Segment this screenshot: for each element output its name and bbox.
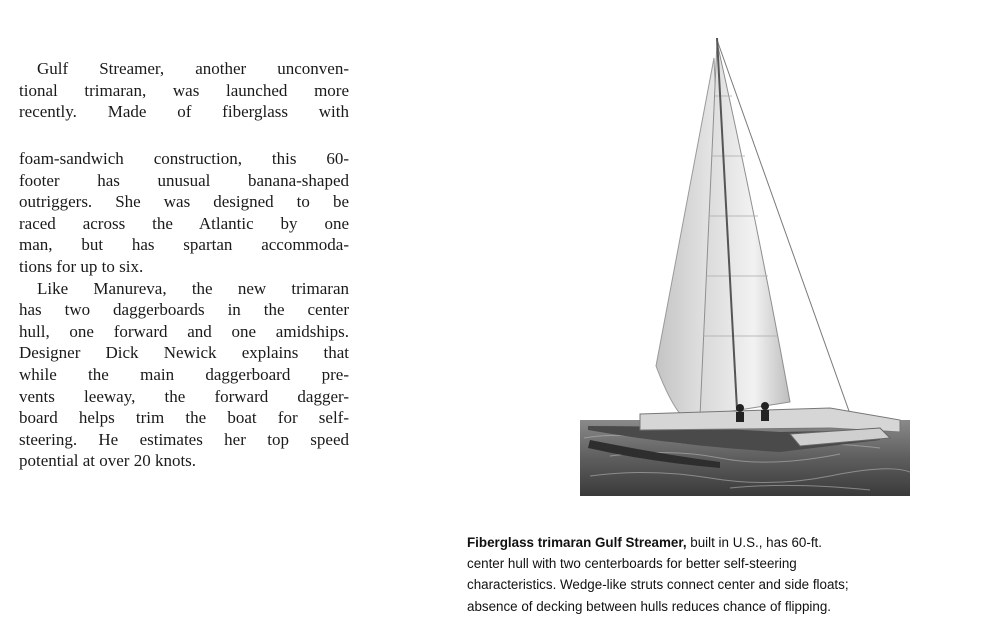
text-line: recently. Made of fiberglass with xyxy=(19,102,349,122)
text-line: hull, one forward and one amidships. xyxy=(19,321,349,341)
article-text-bottom xyxy=(19,148,349,472)
text-line: steering. He estimates her top speed xyxy=(19,429,349,449)
text-line: while the main daggerboard pre- xyxy=(19,364,349,384)
text-line: footer has unusual banana-shaped xyxy=(19,170,349,190)
text-line: raced across the Atlantic by one xyxy=(19,213,349,233)
text-line: Designer Dick Newick explains that xyxy=(19,343,349,363)
text-line: board helps trim the boat for self- xyxy=(19,408,349,428)
crew-figure xyxy=(761,402,769,410)
trimaran-photo xyxy=(580,36,910,496)
photo-caption xyxy=(467,532,987,617)
caption-line: center hull with two centerboards for better self-steering xyxy=(467,556,797,572)
text-line: foam-sandwich construction, this 60- xyxy=(19,149,349,168)
text-line: tional trimaran, was launched more xyxy=(19,80,349,100)
caption-line xyxy=(467,532,987,553)
caption-line: absence of decking between hulls reduces chance of flipping. xyxy=(467,598,832,614)
caption-title: Fiberglass trimaran Gulf Streamer, xyxy=(467,535,687,550)
text-line: Like Manureva, the new trimaran xyxy=(37,278,349,298)
text-line: potential at over 20 knots. xyxy=(19,451,197,471)
crew-figure xyxy=(736,404,744,412)
text-line: vents leeway, the forward dagger- xyxy=(19,386,349,406)
caption-line: characteristics. Wedge-like struts connect center and side floats; xyxy=(467,577,849,593)
text-line: tions for up to six. xyxy=(19,256,144,276)
text-line: outriggers. She was designed to be xyxy=(19,192,349,212)
text-line: man, but has spartan accommoda- xyxy=(19,235,349,255)
caption-text: built in U.S., has 60-ft. xyxy=(686,535,823,550)
text-line: has two daggerboards in the center xyxy=(19,300,349,320)
text-line: Gulf Streamer, another unconven- xyxy=(37,59,349,78)
article-text-top xyxy=(19,58,349,123)
